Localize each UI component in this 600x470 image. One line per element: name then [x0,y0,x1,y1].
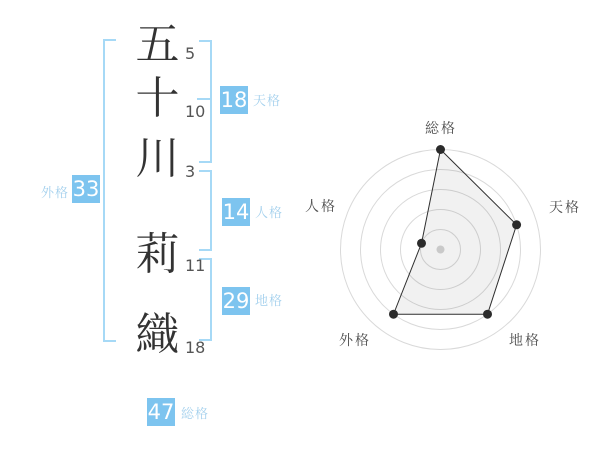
name-char-5: 織 [135,309,180,360]
tenkaku-label: 天格 [253,94,282,109]
stroke-count-1: 5 [185,44,196,63]
radar-axis-label-gaikaku: 外格 [339,333,371,349]
chikaku-label: 地格 [255,294,284,309]
name-char-2: 十 [135,73,180,124]
gaikaku-bracket [103,39,116,342]
tenkaku-bracket-tick [197,98,210,100]
jinkaku-label: 人格 [255,206,284,221]
stroke-count-2: 10 [185,102,206,121]
jinkaku-bracket [199,170,212,251]
chikaku-value-badge: 29 [222,289,250,313]
tenkaku-value-badge: 18 [220,88,248,112]
soukaku-value-badge: 47 [147,400,175,424]
radar-axis-label-jinkaku: 人格 [305,199,337,215]
gaikaku-label: 外格 [41,186,70,201]
gaikaku-value-badge: 33 [72,177,100,201]
stroke-count-4: 11 [185,256,206,275]
name-char-1: 五 [135,19,180,70]
stroke-count-3: 3 [185,162,196,181]
jinkaku-value-badge: 14 [222,200,250,224]
radar-axis-label-tenkaku: 天格 [549,200,581,216]
radar-axis-label-soukaku: 総格 [425,121,457,137]
name-char-3: 川 [135,133,180,184]
stroke-count-5: 18 [185,338,206,357]
soukaku-label: 総格 [181,407,210,422]
name-char-4: 莉 [135,229,180,280]
radar-axis-label-chikaku: 地格 [509,333,541,349]
